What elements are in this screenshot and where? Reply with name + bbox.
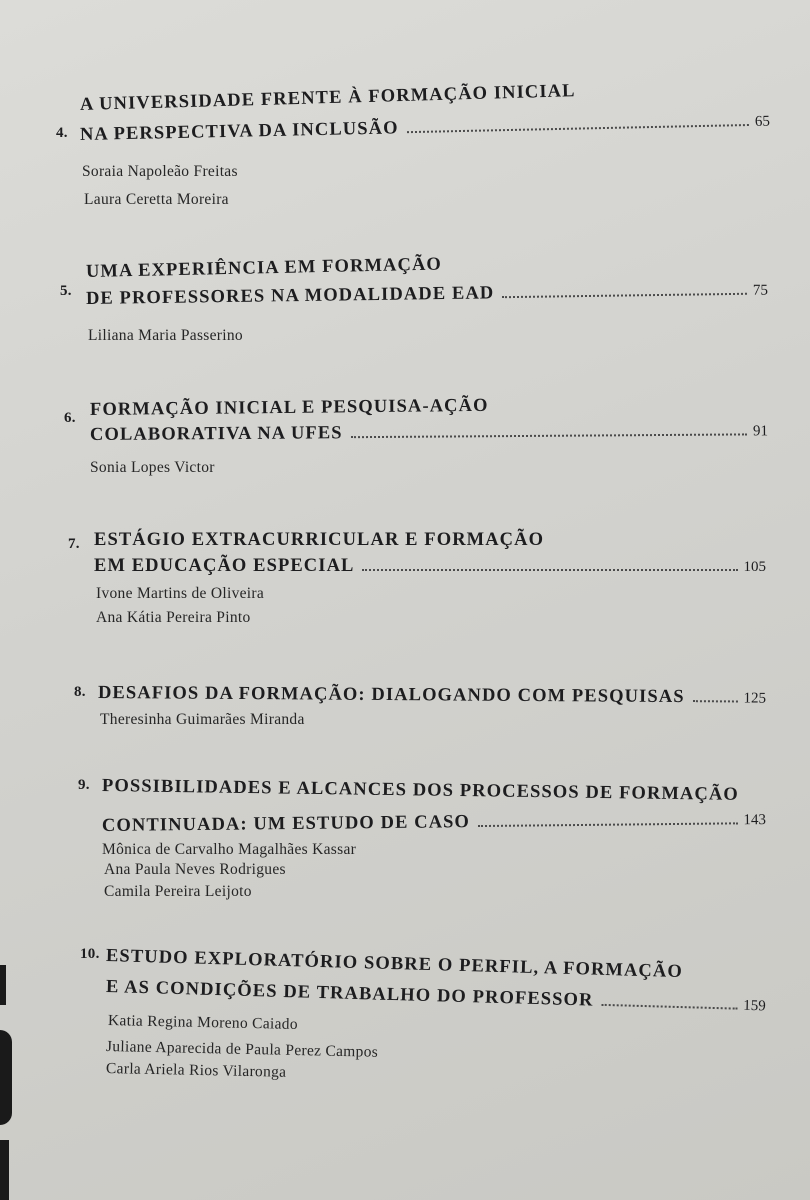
dot-leader [693,699,738,702]
entry-title-line: ESTUDO EXPLORATÓRIO SOBRE O PERFIL, A FORMAÇÃO [105,946,684,983]
entry-title-row [80,111,770,146]
entry-number: 10. [80,946,100,962]
page-number: 125 [743,690,767,707]
author-name: Mônica de Carvalho Magalhães Kassar [102,841,357,858]
author-name: Katia Regina Moreno Caiado [107,1012,299,1033]
entry-title-row [106,977,766,1016]
page-edge-mark [0,1030,12,1125]
entry-title-line: ESTÁGIO EXTRACURRICULAR E FORMAÇÃO [94,530,545,550]
author-name: Soraia Napoleão Freitas [82,163,238,180]
page-edge-mark [0,1140,9,1200]
entry-title-line: UMA EXPERIÊNCIA EM FORMAÇÃO [85,254,443,282]
author-name: Carla Ariela Rios Vilaronga [105,1060,287,1081]
entry-title-last-line: E AS CONDIÇÕES DE TRABALHO DO PROFESSOR [105,977,594,1011]
entry-title-line: FORMAÇÃO INICIAL E PESQUISA-AÇÃO [89,395,489,420]
author-name: Ana Paula Neves Rodrigues [104,861,286,878]
dot-leader [502,292,747,298]
entry-title-row [98,683,766,709]
page-number: 65 [754,113,771,130]
author-name: Juliane Aparecida de Paula Perez Campos [105,1038,379,1061]
entry-title-row [86,279,768,310]
author-name: Theresinha Guimarães Miranda [100,711,305,728]
entry-number: 6. [64,410,76,426]
entry-number: 7. [68,536,80,552]
page-number: 105 [743,559,766,575]
page-number: 75 [752,282,769,299]
dot-leader [362,568,737,571]
entry-title-last-line: EM EDUCAÇÃO ESPECIAL [94,556,355,576]
dot-leader [478,821,738,827]
dot-leader [351,432,747,438]
page-number: 143 [743,812,767,829]
author-name: Camila Pereira Leijoto [104,883,252,900]
entry-title-last-line: NA PERSPECTIVA DA INCLUSÃO [79,118,399,145]
entry-title-line: A UNIVERSIDADE FRENTE À FORMAÇÃO INICIAL [79,81,576,115]
entry-title-last-line: DESAFIOS DA FORMAÇÃO: DIALOGANDO COM PESQUISAS [97,683,685,708]
entry-number: 8. [74,684,86,700]
entry-number: 9. [78,777,90,793]
entry-title-row [90,420,768,446]
entry-title-last-line: CONTINUADA: UM ESTUDO DE CASO [101,812,471,836]
page-number: 159 [743,997,766,1015]
entry-title-row [102,809,766,837]
author-name: Laura Ceretta Moreira [84,191,229,208]
author-name: Ana Kátia Pereira Pinto [96,609,251,626]
entry-number: 5. [60,283,72,299]
author-name: Liliana Maria Passerino [88,327,243,344]
entry-title-line: POSSIBILIDADES E ALCANCES DOS PROCESSOS DE FORMAÇÃO [101,776,740,805]
entry-title-row [94,556,766,577]
entry-title-last-line: DE PROFESSORES NA MODALIDADE EAD [85,283,495,309]
author-name: Sonia Lopes Victor [90,459,215,476]
entry-title-last-line: COLABORATIVA NA UFES [89,423,343,445]
page-number: 91 [752,423,769,440]
page-edge-mark [0,965,6,1005]
dot-leader [407,123,749,133]
entry-number: 4. [56,125,68,141]
author-name: Ivone Martins de Oliveira [96,585,265,602]
dot-leader [601,1003,737,1010]
